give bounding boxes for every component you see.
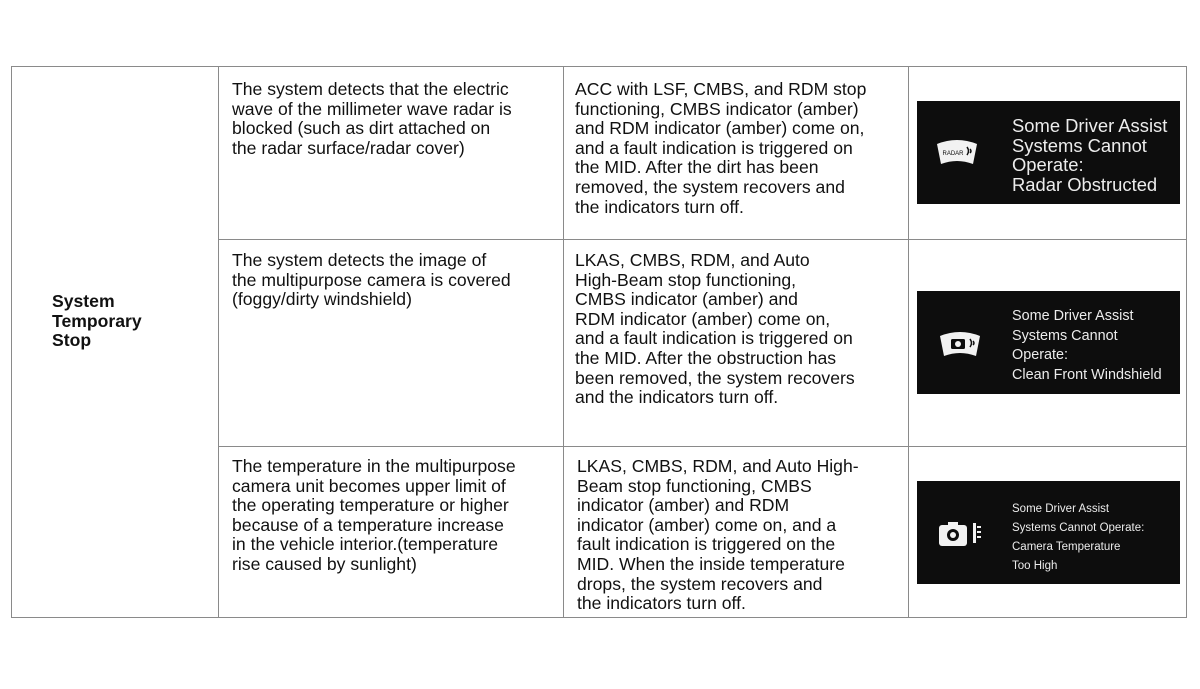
column-divider xyxy=(908,67,909,617)
condition-cell: The temperature in the multipurpose camera unit becomes upper limit of the operating temperature or higher because of a temperature increase in the vehicle interior.(temperature rise caused by sunlight) xyxy=(232,456,516,574)
result-cell: LKAS, CMBS, RDM, and Auto High- Beam stop functioning, CMBS indicator (amber) and RDM indicator (amber) come on, and a fault indication is triggered on the MID. When the inside temperature drops, the system recovers and the indicators turn off. xyxy=(577,456,859,614)
radar-icon-text: RADAR xyxy=(942,151,964,157)
column-divider xyxy=(563,67,564,617)
result-cell: ACC with LSF, CMBS, and RDM stop functioning, CMBS indicator (amber) and RDM indicator (amber) come on, and a fault indication is triggered on the MID. After the dirt has been removed, the system recovers and the indicators turn off. xyxy=(575,79,867,217)
column-divider xyxy=(218,67,219,617)
mid-display-message xyxy=(917,101,1180,204)
windshield-camera-icon xyxy=(937,329,983,359)
display-message-text: Some Driver Assist Systems Cannot Operate: Camera Temperature Too High xyxy=(1012,503,1145,572)
row-divider xyxy=(218,239,1186,240)
camera-temperature-icon xyxy=(937,518,985,550)
display-message-text: Some Driver Assist Systems Cannot Operate: Clean Front Windshield xyxy=(1012,308,1162,383)
row-divider xyxy=(218,446,1186,447)
condition-cell: The system detects that the electric wave of the millimeter wave radar is blocked (such as dirt attached on the radar surface/radar cover) xyxy=(232,79,512,158)
radar-obstructed-icon xyxy=(934,137,980,167)
condition-cell: The system detects the image of the multipurpose camera is covered (foggy/dirty windshield) xyxy=(232,250,511,310)
mid-display-message xyxy=(917,291,1180,394)
category-label: System Temporary Stop xyxy=(52,291,142,351)
mid-display-message xyxy=(917,481,1180,584)
result-cell: LKAS, CMBS, RDM, and Auto High-Beam stop functioning, CMBS indicator (amber) and RDM indicator (amber) come on, and a fault indication is triggered on the MID. After the obstruction has been removed, the system recovers and the indicators turn off. xyxy=(575,250,855,408)
display-message-text: Some Driver Assist Systems Cannot Operate: Radar Obstructed xyxy=(1012,115,1168,195)
system-stop-table xyxy=(11,66,1187,618)
